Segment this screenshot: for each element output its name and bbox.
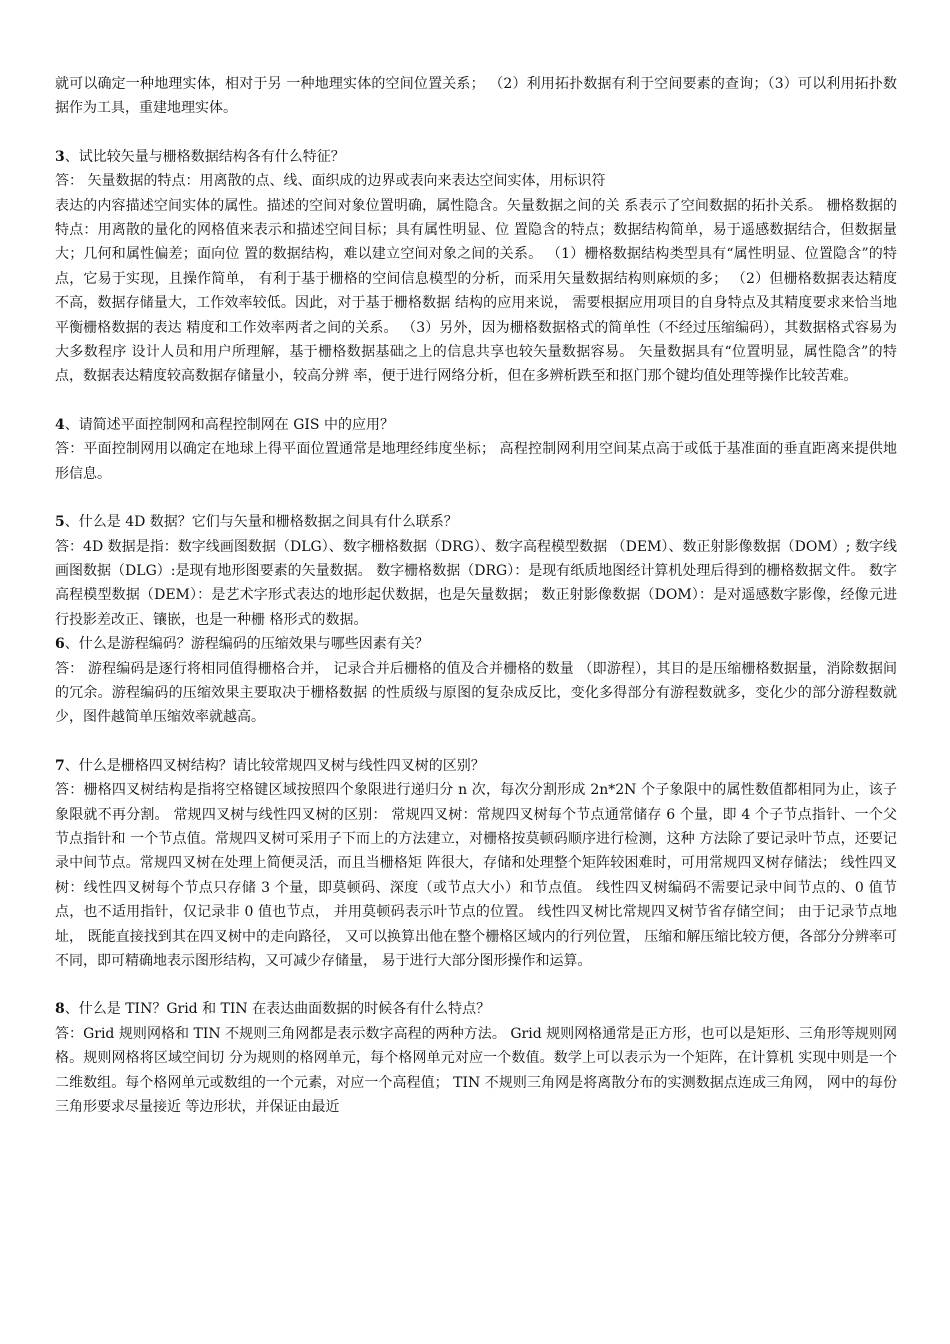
intro-paragraph: 就可以确定一种地理实体，相对于另 一种地理实体的空间位置关系； （2）利用拓扑数据有利于空间要素的查询；（3）可以利用拓扑数据作为工具，重建地理实体。 bbox=[55, 76, 897, 117]
question-7-answer: 答：栅格四叉树结构是指将空格键区域按照四个象限进行递归分 n 次，每次分割形成 2n*2N 个子象限中的属性数值都相同为止，该子象限就不再分割。 常规四叉树与线性四叉树的区别： 常规四叉树：常规四叉树每个节点通常储存 6 个量，即 4 个子节点指针、一个父节点指针和 一个节点值。常规四叉树可采用子下而上的方法建立，对栅格按莫顿码顺序进行检测，这种 方法除了要记录叶节点，还要记录中间节点。常规四叉树在处理上简便灵活，而且当栅格矩 阵很大，存储和处理整个矩阵较困难时，可用常规四叉树存储法； 线性四叉树：线性四叉树每个节点只存储 3 个量，即莫顿码、深度（或节点大小）和节点值。 线性四叉树编码不需要记录中间节点的、0 值节点，也不适用指针，仅记录非 0 值也节点， 并用莫顿码表示叶节点的位置。 线性四叉树比常规四叉树节省存储空间； 由于记录节点地址， 既能直接找到其在四叉树中的走向路径， 又可以换算出他在整个栅格区域内的行列位置， 压缩和解压缩比较方便，各部分分辨率可不同，即可精确地表示图形结构，又可减少存储量， 易于进行大部分图形操作和运算。 bbox=[55, 782, 897, 969]
question-3-number: 3 bbox=[55, 148, 65, 165]
question-6-heading bbox=[55, 632, 897, 656]
question-3-heading bbox=[55, 145, 897, 169]
question-5-answer: 答：4D 数据是指：数字线画图数据（DLG）、数字栅格数据（DRG）、数字高程模型数据 （DEM）、数正射影像数据（DOM）; 数字线画图数据（DLG）:是现有地形图要素的矢量数据。 数字栅格数据（DRG）：是现有纸质地图经计算机处理后得到的栅格数据文件。 数字高程模型数据（DEM）：是艺术字形式表达的地形起伏数据，也是矢量数据； 数正射影像数据（DOM）：是对遥感数字影像，经像元进行投影差改正、镶嵌，也是一种栅 格形式的数据。 bbox=[55, 538, 897, 628]
question-3-answer-line-1: 答： 矢量数据的特点：用离散的点、线、面织成的边界或表向来表达空间实体，用标识符 bbox=[55, 173, 606, 190]
question-7-text: 、什么是栅格四叉树结构？请比较常规四叉树与线性四叉树的区别？ bbox=[64, 757, 485, 774]
question-3-text: 、试比较矢量与栅格数据结构各有什么特征？ bbox=[64, 148, 345, 165]
question-6-text: 、什么是游程编码？游程编码的压缩效果与哪些因素有关？ bbox=[64, 636, 429, 653]
question-7-heading bbox=[55, 754, 897, 778]
question-5-heading bbox=[55, 510, 897, 534]
question-3-answer-body: 表达的内容描述空间实体的属性。描述的空间对象位置明确，属性隐含。矢量数据之间的关 系表示了空间数据的拓扑关系。 栅格数据的特点：用离散的量化的网格值来表示和描述空间目标；具有属性明显、位 置隐含的特点；数据结构简单，易于遥感数据结合，但数据量大；几何和属性偏差；面向位 置的数据结构，难以建立空间对象之间的关系。 （1）栅格数据结构类型具有“属性明显、位置隐含”的特点，它易于实现，且操作简单， 有利于基于栅格的空间信息模型的分析，而采用矢量数据结构则麻烦的多； （2）但栅格数据表达精度不高，数据存储量大，工作效率较低。因此，对于基于栅格数据 结构的应用来说， 需要根据应用项目的自身特点及其精度要求来恰当地平衡栅格数据的表达 精度和工作效率两者之间的关系。 （3）另外，因为栅格数据格式的简单性（不经过压缩编码），其数据格式容易为大多数程序 设计人员和用户所理解，基于栅格数据基础之上的信息共享也较矢量数据容易。 矢量数据具有“位置明显，属性隐含”的特点，数据表达精度较高数据存储量小，较高分辨 率，便于进行网络分析，但在多辨析跌至和抠门那个键均值处理等操作比较苦难。 bbox=[55, 197, 897, 385]
question-5-number: 5 bbox=[55, 514, 65, 531]
question-7-number: 7 bbox=[55, 757, 65, 774]
question-6-answer: 答： 游程编码是逐行将相同值得栅格合并， 记录合并后栅格的值及合并栅格的数量 （即游程），其目的是压缩栅格数据量，消除数据间的冗余。游程编码的压缩效果主要取决于栅格数据 的性质级与原图的复杂成反比，变化多得部分有游程数就多，变化少的部分游程数就少，图件越简单压缩效率就越高。 bbox=[55, 660, 897, 726]
question-4-answer: 答：平面控制网用以确定在地球上得平面位置通常是地理经纬度坐标； 高程控制网利用空间某点高于或低于基准面的垂直距离来提供地形信息。 bbox=[55, 441, 897, 482]
question-8-number: 8 bbox=[55, 1001, 65, 1018]
question-4-text: 、请简述平面控制网和高程控制网在 GIS 中的应用？ bbox=[64, 416, 394, 433]
question-4-number: 4 bbox=[55, 416, 65, 433]
question-4-heading bbox=[55, 413, 897, 437]
question-5-text: 、什么是 4D 数据？它们与矢量和栅格数据之间具有什么联系？ bbox=[64, 514, 458, 531]
question-8-answer: 答：Grid 规则网格和 TIN 不规则三角网都是表示数字高程的两种方法。 Grid 规则网格通常是正方形，也可以是矩形、三角形等规则网格。规则网格将区域空间切 分为规则的格网单元，每个格网单元对应一个数值。数学上可以表示为一个矩阵，在计算机 实现中则是一个二维数组。每个格网单元或数组的一个元素，对应一个高程值； TIN 不规则三角网是将离散分布的实测数据点连成三角网， 网中的每份三角形要求尽量接近 等边形状，并保证由最近 bbox=[55, 1025, 897, 1116]
question-6-number: 6 bbox=[55, 636, 65, 653]
document-page bbox=[55, 72, 897, 1119]
question-8-text: 、什么是 TIN？Grid 和 TIN 在表达曲面数据的时候各有什么特点？ bbox=[64, 1001, 491, 1018]
question-8-heading bbox=[55, 997, 897, 1021]
